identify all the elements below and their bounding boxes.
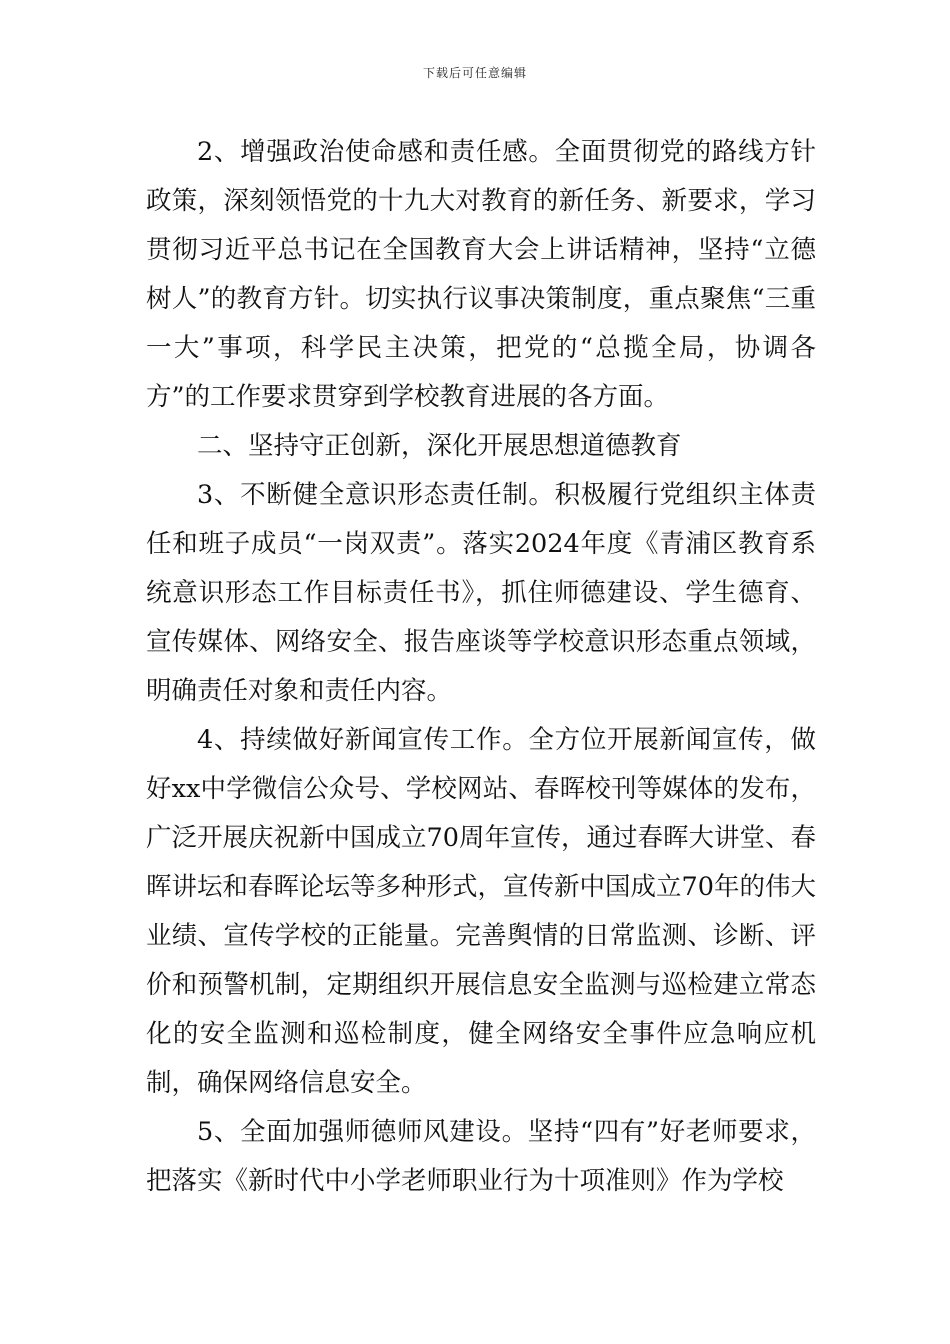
paragraph-news-publicity: 4、持续做好新闻宣传工作。全方位开展新闻宣传，做好xx中学微信公众号、学校网站、春晖校刊等媒体的发布，广泛开展庆祝新中国成立70周年宣传，通过春晖大讲堂、春晖讲坛和春晖论坛等多种形式，宣传新中国成立70年的伟大业绩、宣传学校的正能量。完善舆情的日常监测、诊断、评价和预警机制，定期组织开展信息安全监测与巡检建立常态化的安全监测和巡检制度，健全网络安全事件应急响应机制，确保网络信息安全。: [146, 725, 816, 1098]
document-body: [146, 128, 816, 1206]
page-header: 下载后可任意编辑: [422, 66, 527, 80]
paragraph-political-mission: 2、增强政治使命感和责任感。全面贯彻党的路线方针政策，深刻领悟党的十九大对教育的新任务、新要求，学习贯彻习近平总书记在全国教育大会上讲话精神，坚持“立德树人”的教育方针。切实执行议事决策制度，重点聚焦“三重一大”事项，科学民主决策，把党的“总揽全局，协调各方”的工作要求贯穿到学校教育进展的各方面。: [146, 137, 816, 412]
paragraph-teacher-ethics: 5、全面加强师德师风建设。坚持“四有”好老师要求，把落实《新时代中小学老师职业行为十项准则》作为学校: [146, 1117, 816, 1196]
section-heading-ideology-education: 二、坚持守正创新，深化开展思想道德教育: [197, 431, 682, 461]
paragraph-ideology-responsibility: 3、不断健全意识形态责任制。积极履行党组织主体责任和班子成员“一岗双责”。落实2024年度《青浦区教育系统意识形态工作目标责任书》，抓住师德建设、学生德育、宣传媒体、网络安全、报告座谈等学校意识形态重点领域，明确责任对象和责任内容。: [146, 480, 816, 706]
